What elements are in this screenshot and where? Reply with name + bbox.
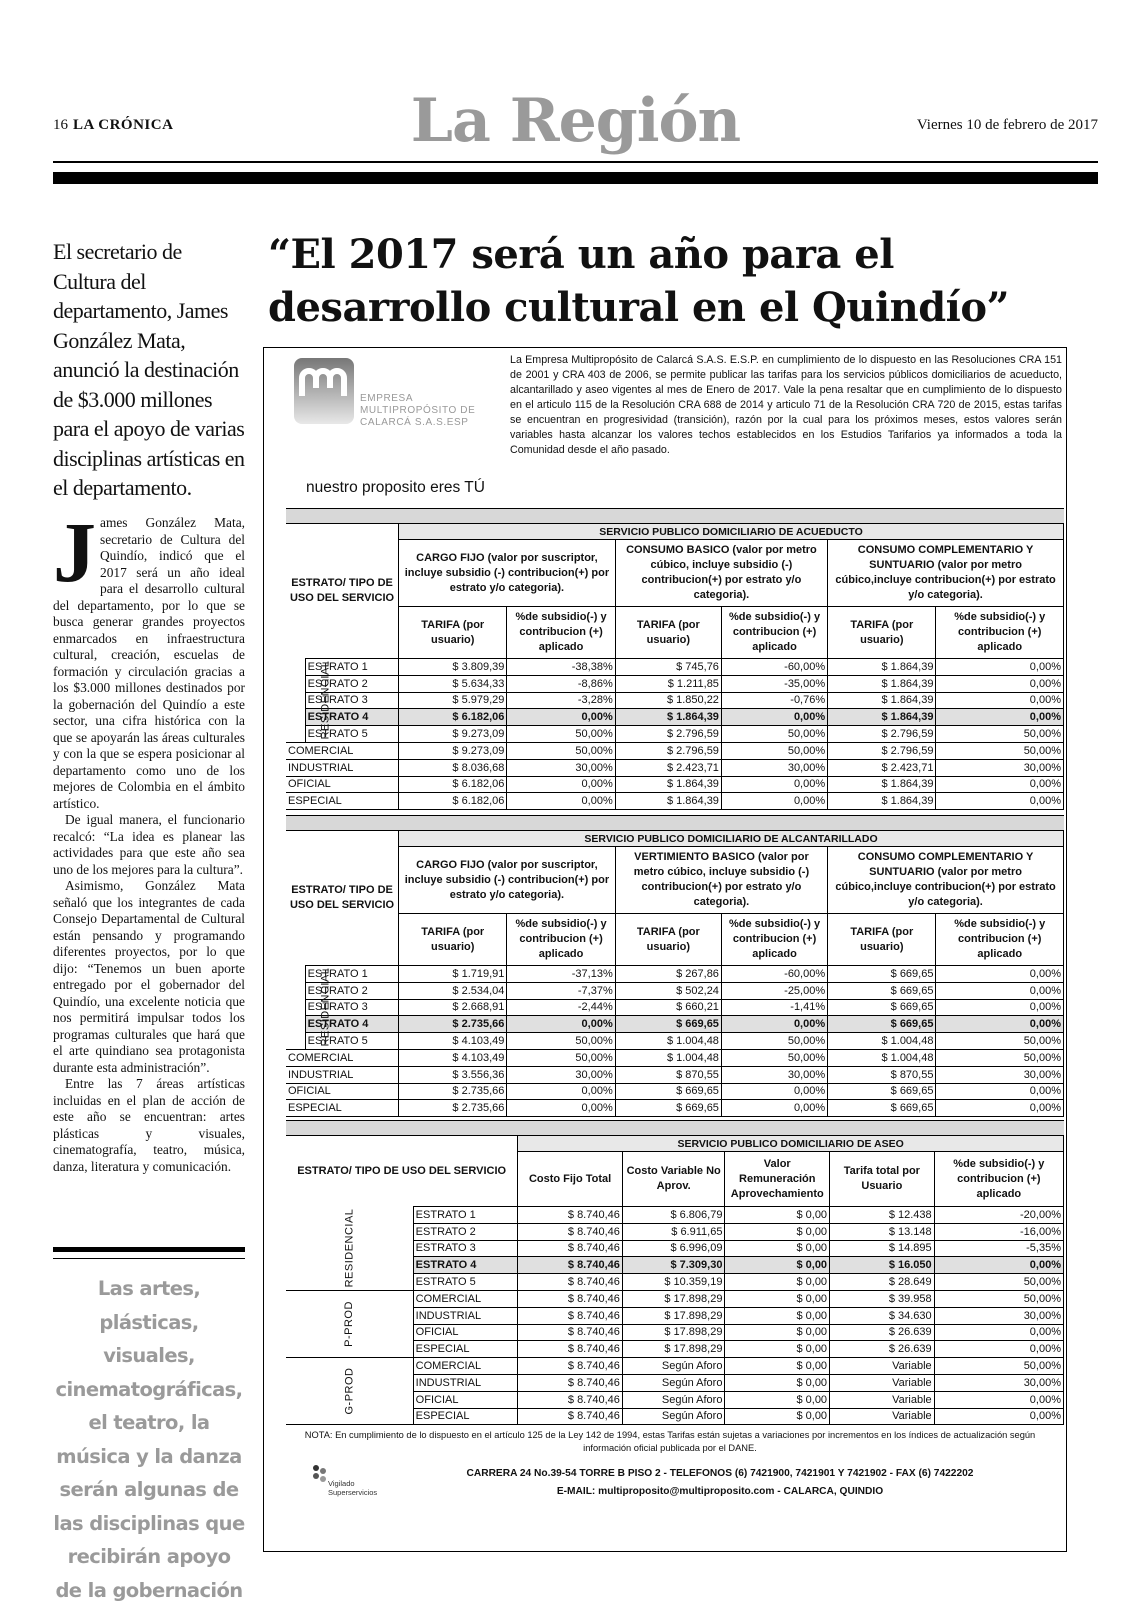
tarifa-header: TARIFA (por usuario) bbox=[615, 607, 721, 659]
paragraph-2: De igual manera, el funcionario recalcó: “La idea es planear las actividades para que este año sea uno de los mejores para la cultura”. bbox=[53, 812, 245, 877]
row-value: $ 2.796,59 bbox=[828, 726, 936, 743]
row-value: 30,00% bbox=[934, 1307, 1063, 1324]
row-value: $ 1.719,91 bbox=[399, 966, 507, 983]
row-value: $ 17.898,29 bbox=[622, 1290, 725, 1307]
row-label: COMERCIAL bbox=[413, 1290, 518, 1307]
row-value: -2,44% bbox=[507, 999, 615, 1016]
row-value: 0,00% bbox=[936, 1083, 1064, 1100]
row-label: ESTRATO 3 bbox=[305, 999, 398, 1016]
row-value: $ 34.630 bbox=[830, 1307, 935, 1324]
tariff-row bbox=[286, 759, 1064, 776]
row-value: 50,00% bbox=[936, 726, 1064, 743]
row-value: $ 6.911,65 bbox=[622, 1223, 725, 1240]
row-value: $ 669,65 bbox=[828, 982, 936, 999]
row-value: $ 669,65 bbox=[615, 1100, 721, 1117]
tariff-row bbox=[286, 1033, 1064, 1050]
row-value: $ 8.740,46 bbox=[518, 1307, 623, 1324]
row-value: 0,00% bbox=[507, 1016, 615, 1033]
row-value: 0,00% bbox=[934, 1391, 1063, 1408]
row-value: $ 2.796,59 bbox=[615, 742, 721, 759]
row-value: $ 5.634,33 bbox=[399, 675, 507, 692]
tariff-row bbox=[286, 692, 1064, 709]
row-value: $ 0,00 bbox=[725, 1307, 830, 1324]
group-label bbox=[286, 966, 332, 1050]
complementario-header: CONSUMO COMPLEMENTARIO Y SUNTUARIO (valor por metro cúbico,incluye contribucion(+) por estrato y/o categoria). bbox=[828, 847, 1064, 914]
tariff-row bbox=[286, 659, 1064, 676]
tariff-row bbox=[286, 726, 1064, 743]
row-value: 0,00% bbox=[507, 1100, 615, 1117]
row-value: 50,00% bbox=[721, 726, 827, 743]
newspaper-name: LA CRÓNICA bbox=[73, 117, 174, 133]
remuneracion-header: Valor Remuneración Aprovechamiento bbox=[725, 1152, 830, 1207]
row-value: $ 1.864,39 bbox=[828, 793, 936, 810]
row-value: $ 8.740,46 bbox=[518, 1223, 623, 1240]
row-value: $ 8.740,46 bbox=[518, 1290, 623, 1307]
group-label-text: P-PROD bbox=[343, 1301, 356, 1347]
tarifa-header: TARIFA (por usuario) bbox=[399, 914, 507, 966]
tarifa-header: TARIFA (por usuario) bbox=[828, 607, 936, 659]
row-label: ESTRATO 5 bbox=[305, 726, 398, 743]
cargo-fijo-header: CARGO FIJO (valor por suscriptor, incluye subsidio (-) contribucion(+) por estrato y/o categoria). bbox=[399, 540, 616, 607]
group-label-text: RESIDENCIAL bbox=[319, 967, 332, 1047]
address-line: CARRERA 24 No.39-54 TORRE B PISO 2 - TELEFONOS (6) 7421900, 7421901 Y 7421902 - FAX (6) 7422202 bbox=[466, 1468, 974, 1479]
row-value: $ 0,00 bbox=[725, 1408, 830, 1425]
pct-header: %de subsidio(-) y contribucion (+) aplicado bbox=[721, 607, 827, 659]
row-value: $ 2.668,91 bbox=[399, 999, 507, 1016]
row-value: $ 669,65 bbox=[615, 1083, 721, 1100]
row-value: $ 2.735,66 bbox=[399, 1016, 507, 1033]
row-value: Variable bbox=[830, 1391, 935, 1408]
row-value: Según Aforo bbox=[622, 1408, 725, 1425]
paragraph-4: Entre las 7 áreas artísticas incluidas en el plan de acción de este año se encuentran: artes plásticas y visuales, cinematografía, teatro, música, danza, literatura y comunicación. bbox=[53, 1076, 245, 1174]
aseo-table bbox=[286, 1120, 1064, 1425]
masthead-rule-thick bbox=[53, 172, 1098, 184]
acueducto-table bbox=[286, 508, 1064, 810]
pull-quote: Las artes, plásticas, visuales, cinematográficas, el teatro, la música y la danza serán algunas de las disciplinas que recibirán apoyo de la gobernación bbox=[53, 1277, 245, 1602]
row-value: 30,00% bbox=[721, 759, 827, 776]
row-value: $ 0,00 bbox=[725, 1290, 830, 1307]
row-label: ESTRATO 3 bbox=[305, 692, 398, 709]
ad-intro-text: La Empresa Multipropósito de Calarcá S.A.S. E.S.P. en cumplimiento de lo dispuesto en las Resoluciones CRA 151 de 2001 y CRA 403 de 2006, se permite publicar las tarifas para los servicios públicos domiciliarios de acueducto, alcantarillado y aseo vigentes al mes de Enero de 2017. Vale la pena resaltar que en cumplimiento de lo dispuesto en el articulo 115 de la Resolución CRA 688 de 2014 y articulo 71 de la Resolución CRA 720 de 2015, estas tarifas se encuentran en progresividad (transición), razón por la cual para los próximos meses, estos valores serán variables hasta alcanzar los valores techos establecidos en los Estudios Tarifarios ya informados a toda la Comunidad desde el año pasado. bbox=[510, 354, 1062, 456]
row-value: $ 6.806,79 bbox=[622, 1207, 725, 1224]
row-value: 30,00% bbox=[507, 759, 615, 776]
row-value: -38,38% bbox=[507, 659, 615, 676]
headline: “El 2017 será un año para el desarrollo cultural en el Quindío” bbox=[268, 231, 1010, 331]
pull-quote-rule bbox=[53, 1247, 245, 1252]
row-value: Variable bbox=[830, 1408, 935, 1425]
row-value: 0,00% bbox=[507, 776, 615, 793]
row-value: $ 1.850,22 bbox=[615, 692, 721, 709]
row-value: $ 14.895 bbox=[830, 1240, 935, 1257]
row-value: $ 2.796,59 bbox=[615, 726, 721, 743]
row-value: $ 1.864,39 bbox=[615, 709, 721, 726]
logo-text: EMPRESA MULTIPROPÓSITO DE CALARCÁ S.A.S.ESP bbox=[360, 393, 476, 428]
row-label: ESTRATO 3 bbox=[413, 1240, 518, 1257]
row-label: OFICIAL bbox=[413, 1391, 518, 1408]
row-value: -7,37% bbox=[507, 982, 615, 999]
row-label: ESTRATO 2 bbox=[305, 982, 398, 999]
masthead bbox=[53, 86, 1098, 156]
row-value: $ 17.898,29 bbox=[622, 1324, 725, 1341]
row-value: $ 1.864,39 bbox=[828, 776, 936, 793]
company-logo-icon bbox=[294, 358, 354, 424]
row-label: ESPECIAL bbox=[413, 1408, 518, 1425]
row-value: $ 17.898,29 bbox=[622, 1307, 725, 1324]
row-value: 0,00% bbox=[936, 675, 1064, 692]
row-label: INDUSTRIAL bbox=[286, 1066, 399, 1083]
pct-header: %de subsidio(-) y contribucion (+) aplicado bbox=[936, 607, 1064, 659]
email-line: E-MAIL: multiproposito@multiproposito.com - CALARCA, QUINDIO bbox=[556, 1486, 884, 1497]
row-value: $ 2.735,66 bbox=[399, 1100, 507, 1117]
tariff-advertisement bbox=[263, 347, 1067, 1552]
row-value: $ 9.273,09 bbox=[399, 726, 507, 743]
row-value: $ 0,00 bbox=[725, 1391, 830, 1408]
row-value: $ 669,65 bbox=[828, 966, 936, 983]
tarifa-header: TARIFA (por usuario) bbox=[828, 914, 936, 966]
row-value: 30,00% bbox=[936, 1066, 1064, 1083]
row-value: $ 1.004,48 bbox=[828, 1049, 936, 1066]
row-value: $ 7.309,30 bbox=[622, 1257, 725, 1274]
row-label: ESPECIAL bbox=[286, 1100, 399, 1117]
row-value: $ 1.004,48 bbox=[615, 1049, 721, 1066]
row-value: 0,00% bbox=[936, 776, 1064, 793]
row-value: $ 0,00 bbox=[725, 1240, 830, 1257]
estrato-header: ESTRATO/ TIPO DE USO DEL SERVICIO bbox=[286, 831, 399, 966]
row-value: 30,00% bbox=[936, 759, 1064, 776]
tariff-note: NOTA: En cumplimiento de lo dispuesto en el artículo 125 de la Ley 142 de 1994, estas Tarifas están sujetas a variaciones por incrementos en los índices de actualización según información oficial publicada por el DANE. bbox=[304, 1430, 1036, 1453]
row-value: $ 1.211,85 bbox=[615, 675, 721, 692]
row-value: $ 26.639 bbox=[830, 1324, 935, 1341]
estrato-header: ESTRATO/ TIPO DE USO DEL SERVICIO bbox=[286, 524, 399, 659]
row-label: ESTRATO 5 bbox=[305, 1033, 398, 1050]
page-number: 16 bbox=[53, 117, 68, 133]
row-value: $ 8.740,46 bbox=[518, 1240, 623, 1257]
row-value: $ 0,00 bbox=[725, 1324, 830, 1341]
row-value: $ 669,65 bbox=[615, 1016, 721, 1033]
row-value: $ 2.796,59 bbox=[828, 742, 936, 759]
row-value: $ 16.050 bbox=[830, 1257, 935, 1274]
row-label: ESTRATO 4 bbox=[305, 1016, 398, 1033]
tariff-row bbox=[286, 1083, 1064, 1100]
row-label: COMERCIAL bbox=[413, 1358, 518, 1375]
tariff-row bbox=[286, 999, 1064, 1016]
row-value: $ 1.864,39 bbox=[828, 692, 936, 709]
row-value: 0,00% bbox=[721, 709, 827, 726]
group-label bbox=[286, 659, 332, 743]
row-value: 0,00% bbox=[936, 793, 1064, 810]
tariff-row bbox=[286, 776, 1064, 793]
row-label: INDUSTRIAL bbox=[413, 1374, 518, 1391]
row-value: 0,00% bbox=[934, 1257, 1063, 1274]
row-value: 0,00% bbox=[721, 1083, 827, 1100]
pct-header: %de subsidio(-) y contribucion (+) aplicado bbox=[934, 1152, 1063, 1207]
row-value: 0,00% bbox=[721, 776, 827, 793]
tariff-row bbox=[286, 742, 1064, 759]
tariff-row bbox=[286, 1049, 1064, 1066]
row-label: ESTRATO 4 bbox=[305, 709, 398, 726]
company-address bbox=[410, 1465, 1030, 1501]
row-value: $ 8.740,46 bbox=[518, 1274, 623, 1291]
section-title: La Región bbox=[410, 86, 741, 156]
row-value: 0,00% bbox=[721, 793, 827, 810]
row-value: $ 6.996,09 bbox=[622, 1240, 725, 1257]
row-value: $ 1.004,48 bbox=[615, 1033, 721, 1050]
row-label: ESTRATO 1 bbox=[413, 1207, 518, 1224]
row-value: $ 1.004,48 bbox=[828, 1033, 936, 1050]
row-value: 50,00% bbox=[721, 1049, 827, 1066]
row-value: $ 0,00 bbox=[725, 1223, 830, 1240]
tariff-row bbox=[286, 966, 1064, 983]
tariff-row bbox=[286, 709, 1064, 726]
row-value: $ 0,00 bbox=[725, 1274, 830, 1291]
row-value: $ 8.036,68 bbox=[399, 759, 507, 776]
row-value: $ 745,76 bbox=[615, 659, 721, 676]
row-value: 0,00% bbox=[936, 1100, 1064, 1117]
row-value: $ 4.103,49 bbox=[399, 1049, 507, 1066]
row-value: 0,00% bbox=[507, 793, 615, 810]
group-label-text: RESIDENCIAL bbox=[319, 660, 332, 740]
pct-header: %de subsidio(-) y contribucion (+) aplicado bbox=[721, 914, 827, 966]
tariff-row bbox=[286, 1207, 1064, 1224]
cargo-fijo-header: CARGO FIJO (valor por suscriptor, incluye subsidio (-) contribucion(+) por estrato y/o categoria). bbox=[399, 847, 616, 914]
row-value: $ 8.740,46 bbox=[518, 1257, 623, 1274]
row-value: 50,00% bbox=[934, 1358, 1063, 1375]
row-value: 50,00% bbox=[507, 726, 615, 743]
paragraph-3: Asimismo, González Mata señaló que los integrantes de cada Consejo Departamental de Cultural están pensando y programando diferentes proyectos, por lo que dijo: “Tenemos un buen aporte entregado por el gobernador del Quindío, una excelente noticia que nos permitirá impulsar todos los programas culturales que hará que el arte quindiano sea protagonista durante esta administración”. bbox=[53, 878, 245, 1075]
row-value: 0,00% bbox=[936, 999, 1064, 1016]
complementario-header: CONSUMO COMPLEMENTARIO Y SUNTUARIO (valor por metro cúbico,incluye contribucion(+) por estrato y/o categoria). bbox=[828, 540, 1064, 607]
row-value: 0,00% bbox=[721, 1100, 827, 1117]
row-label: ESTRATO 2 bbox=[413, 1223, 518, 1240]
row-value: Variable bbox=[830, 1374, 935, 1391]
row-value: $ 8.740,46 bbox=[518, 1358, 623, 1375]
pct-header: %de subsidio(-) y contribucion (+) aplicado bbox=[936, 914, 1064, 966]
row-value: $ 0,00 bbox=[725, 1207, 830, 1224]
row-value: $ 17.898,29 bbox=[622, 1341, 725, 1358]
row-label: ESTRATO 2 bbox=[305, 675, 398, 692]
pct-header: %de subsidio(-) y contribucion (+) aplicado bbox=[507, 914, 615, 966]
group-label bbox=[286, 1290, 413, 1357]
row-value: 50,00% bbox=[507, 1033, 615, 1050]
row-value: $ 2.423,71 bbox=[828, 759, 936, 776]
row-value: $ 9.273,09 bbox=[399, 742, 507, 759]
alcantarillado-table bbox=[286, 815, 1064, 1117]
tarifa-header: TARIFA (por usuario) bbox=[615, 914, 721, 966]
paragraph-1-text: ames González Mata, secretario de Cultura del Quindío, indicó que el 2017 será un año ideal para el desarrollo cultural del departamento, por lo que se busca generar grandes proyectos enmarcados en infraestructura cultural, creación, escuelas de formación y circulación gracias a los $3.000 millones destinados por la gobernación del Quindío a este sector, una cifra histórica con la que se apoyarán las áreas culturales y con la que se espera posicionar al departamento como uno de los mejores de Colombia en el ámbito artístico. bbox=[53, 515, 245, 811]
row-label: ESTRATO 1 bbox=[305, 659, 398, 676]
tarifa-header: TARIFA (por usuario) bbox=[399, 607, 507, 659]
acueducto-title: SERVICIO PUBLICO DOMICILIARIO DE ACUEDUCTO bbox=[399, 524, 1064, 540]
row-value: $ 8.740,46 bbox=[518, 1391, 623, 1408]
row-value: $ 1.864,39 bbox=[828, 659, 936, 676]
pull-quote-rule-thin bbox=[53, 1258, 245, 1259]
tariff-row bbox=[286, 1358, 1064, 1375]
group-label bbox=[286, 1207, 413, 1291]
row-value: $ 870,55 bbox=[615, 1066, 721, 1083]
row-value: $ 12.438 bbox=[830, 1207, 935, 1224]
aseo-title: SERVICIO PUBLICO DOMICILIARIO DE ASEO bbox=[518, 1136, 1064, 1152]
tarifa-total-header: Tarifa total por Usuario bbox=[830, 1152, 935, 1207]
row-value: $ 1.864,39 bbox=[828, 675, 936, 692]
row-value: 0,00% bbox=[936, 659, 1064, 676]
row-value: 50,00% bbox=[934, 1274, 1063, 1291]
row-value: 0,00% bbox=[721, 1016, 827, 1033]
row-value: 0,00% bbox=[936, 692, 1064, 709]
row-value: $ 6.182,06 bbox=[399, 793, 507, 810]
row-value: Según Aforo bbox=[622, 1374, 725, 1391]
row-value: $ 13.148 bbox=[830, 1223, 935, 1240]
row-label: ESTRATO 4 bbox=[413, 1257, 518, 1274]
row-value: 0,00% bbox=[936, 1016, 1064, 1033]
row-value: $ 6.182,06 bbox=[399, 709, 507, 726]
row-label: OFICIAL bbox=[413, 1324, 518, 1341]
row-value: -8,86% bbox=[507, 675, 615, 692]
row-value: 50,00% bbox=[936, 1049, 1064, 1066]
row-value: 50,00% bbox=[507, 1049, 615, 1066]
row-value: $ 1.864,39 bbox=[615, 776, 721, 793]
row-value: $ 1.864,39 bbox=[615, 793, 721, 810]
group-label-text: RESIDENCIAL bbox=[343, 1208, 356, 1288]
row-value: $ 3.556,36 bbox=[399, 1066, 507, 1083]
drop-cap: J bbox=[53, 504, 96, 600]
vertimiento-basico-header: VERTIMIENTO BASICO (valor por metro cúbico, incluye subsidio (-) contribucion(+) por estrato y/o categoria). bbox=[615, 847, 827, 914]
row-value: $ 26.639 bbox=[830, 1341, 935, 1358]
row-value: 30,00% bbox=[721, 1066, 827, 1083]
row-label: OFICIAL bbox=[286, 776, 399, 793]
row-value: $ 8.740,46 bbox=[518, 1374, 623, 1391]
row-value: $ 502,24 bbox=[615, 982, 721, 999]
row-value: -25,00% bbox=[721, 982, 827, 999]
row-value: $ 0,00 bbox=[725, 1257, 830, 1274]
row-value: -5,35% bbox=[934, 1240, 1063, 1257]
row-value: 30,00% bbox=[934, 1374, 1063, 1391]
row-value: 50,00% bbox=[936, 1033, 1064, 1050]
row-value: 0,00% bbox=[936, 982, 1064, 999]
consumo-basico-header: CONSUMO BASICO (valor por metro cúbico, incluye subsidio (-) contribucion(+) por estrato y/o categoria). bbox=[615, 540, 827, 607]
costo-fijo-header: Costo Fijo Total bbox=[518, 1152, 623, 1207]
row-value: 50,00% bbox=[721, 1033, 827, 1050]
row-value: 0,00% bbox=[936, 966, 1064, 983]
row-value: 50,00% bbox=[721, 742, 827, 759]
row-value: Según Aforo bbox=[622, 1391, 725, 1408]
row-value: $ 8.740,46 bbox=[518, 1324, 623, 1341]
row-value: 0,00% bbox=[507, 709, 615, 726]
row-value: $ 5.979,29 bbox=[399, 692, 507, 709]
tariff-row bbox=[286, 1016, 1064, 1033]
row-value: $ 4.103,49 bbox=[399, 1033, 507, 1050]
row-value: $ 2.423,71 bbox=[615, 759, 721, 776]
row-label: INDUSTRIAL bbox=[286, 759, 399, 776]
tariff-row bbox=[286, 1290, 1064, 1307]
row-value: $ 8.740,46 bbox=[518, 1207, 623, 1224]
row-value: -20,00% bbox=[934, 1207, 1063, 1224]
row-value: $ 10.359,19 bbox=[622, 1274, 725, 1291]
row-value: 0,00% bbox=[934, 1408, 1063, 1425]
row-value: 0,00% bbox=[934, 1341, 1063, 1358]
row-value: $ 669,65 bbox=[828, 999, 936, 1016]
row-value: $ 2.735,66 bbox=[399, 1083, 507, 1100]
row-value: $ 0,00 bbox=[725, 1374, 830, 1391]
row-value: -60,00% bbox=[721, 966, 827, 983]
row-value: 0,00% bbox=[934, 1324, 1063, 1341]
row-value: $ 3.809,39 bbox=[399, 659, 507, 676]
group-label bbox=[286, 1358, 413, 1425]
row-value: $ 39.958 bbox=[830, 1290, 935, 1307]
row-value: 50,00% bbox=[934, 1290, 1063, 1307]
row-value: -0,76% bbox=[721, 692, 827, 709]
row-label: OFICIAL bbox=[286, 1083, 399, 1100]
row-value: $ 28.649 bbox=[830, 1274, 935, 1291]
row-value: -60,00% bbox=[721, 659, 827, 676]
tariff-row bbox=[286, 675, 1064, 692]
issue-date: Viernes 10 de febrero de 2017 bbox=[916, 117, 1098, 133]
row-value: 0,00% bbox=[507, 1083, 615, 1100]
row-label: COMERCIAL bbox=[286, 1049, 399, 1066]
row-value: $ 267,86 bbox=[615, 966, 721, 983]
slogan: nuestro proposito eres TÚ bbox=[306, 479, 485, 496]
tariff-row bbox=[286, 793, 1064, 810]
alcantarillado-title: SERVICIO PUBLICO DOMICILIARIO DE ALCANTARILLADO bbox=[399, 831, 1064, 847]
masthead-rule-thin bbox=[53, 161, 1098, 163]
row-value: $ 669,65 bbox=[828, 1016, 936, 1033]
row-value: -16,00% bbox=[934, 1223, 1063, 1240]
pct-header: %de subsidio(-) y contribucion (+) aplicado bbox=[507, 607, 615, 659]
row-value: -3,28% bbox=[507, 692, 615, 709]
row-value: $ 6.182,06 bbox=[399, 776, 507, 793]
row-label: ESTRATO 1 bbox=[305, 966, 398, 983]
row-value: $ 8.740,46 bbox=[518, 1408, 623, 1425]
row-value: 30,00% bbox=[507, 1066, 615, 1083]
row-value: -1,41% bbox=[721, 999, 827, 1016]
group-label-text: G-PROD bbox=[343, 1367, 356, 1415]
row-value: $ 1.864,39 bbox=[828, 709, 936, 726]
row-value: 50,00% bbox=[936, 742, 1064, 759]
vigilado-text: Vigilado Superservicios bbox=[328, 1479, 378, 1497]
row-value: $ 669,65 bbox=[828, 1083, 936, 1100]
tariff-row bbox=[286, 982, 1064, 999]
row-value: -37,13% bbox=[507, 966, 615, 983]
tariff-row bbox=[286, 1066, 1064, 1083]
row-value: $ 0,00 bbox=[725, 1341, 830, 1358]
aseo-estrato-header: ESTRATO/ TIPO DE USO DEL SERVICIO bbox=[286, 1136, 518, 1207]
tariff-row bbox=[286, 1100, 1064, 1117]
row-label: ESTRATO 5 bbox=[413, 1274, 518, 1291]
row-value: 0,00% bbox=[936, 709, 1064, 726]
costo-variable-header: Costo Variable No Aprov. bbox=[622, 1152, 725, 1207]
row-label: ESPECIAL bbox=[413, 1341, 518, 1358]
row-label: COMERCIAL bbox=[286, 742, 399, 759]
row-value: $ 2.534,04 bbox=[399, 982, 507, 999]
row-label: INDUSTRIAL bbox=[413, 1307, 518, 1324]
row-value: -35,00% bbox=[721, 675, 827, 692]
row-value: Según Aforo bbox=[622, 1358, 725, 1375]
row-value: $ 660,21 bbox=[615, 999, 721, 1016]
paragraph-1 bbox=[53, 504, 245, 812]
row-value: $ 0,00 bbox=[725, 1358, 830, 1375]
row-value: $ 8.740,46 bbox=[518, 1341, 623, 1358]
row-label: ESPECIAL bbox=[286, 793, 399, 810]
article-intro: El secretario de Cultura del departamento, James González Mata, anunció la destinación de $3.000 millones para el apoyo de varias disciplinas artísticas en el departamento. bbox=[53, 239, 245, 500]
row-value: Variable bbox=[830, 1358, 935, 1375]
row-value: $ 669,65 bbox=[828, 1100, 936, 1117]
row-value: 50,00% bbox=[507, 742, 615, 759]
row-value: $ 870,55 bbox=[828, 1066, 936, 1083]
article-body bbox=[53, 504, 245, 1175]
